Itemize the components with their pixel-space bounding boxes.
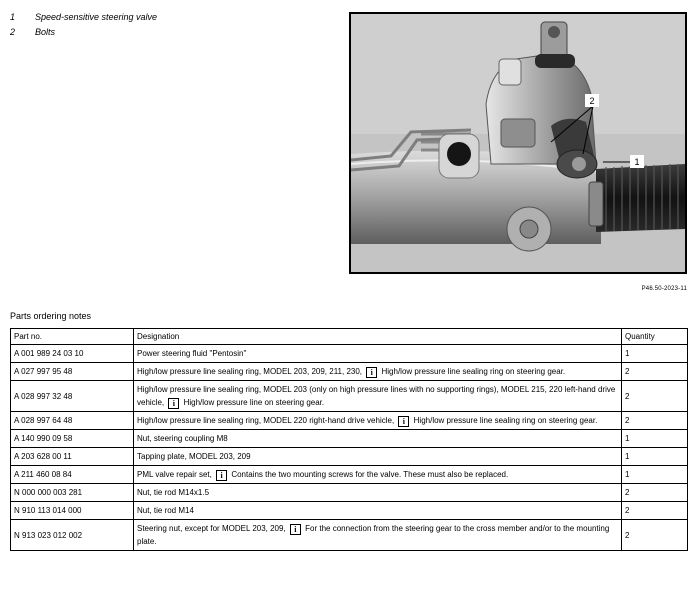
parts-table [10,328,688,551]
designation-text: Steering nut, except for MODEL 203, 209, [137,524,286,533]
designation-text: High/low pressure line sealing ring, MODEL 203 (only on high pressure lines with no supporting rings), MODEL 215, 220 left-hand drive vehicle, [137,385,616,407]
designation [134,466,622,484]
part-number: N 910 113 014 000 [11,502,134,520]
designation [134,345,622,363]
legend-text: Bolts [35,27,56,37]
parts-ordering-title: Parts ordering notes [10,311,92,321]
legend-item [10,27,157,42]
legend-number: 2 [10,27,16,37]
designation-note: High/low pressure line sealing ring on steering gear. [381,367,566,376]
designation-text: Nut, tie rod M14 [137,506,194,515]
quantity: 2 [622,520,688,551]
table-row [11,466,688,484]
designation-text: PML valve repair set, [137,470,212,479]
designation-note: High/low pressure line sealing ring on steering gear. [413,416,598,425]
designation-text: High/low pressure line sealing ring, MODEL 203, 209, 211, 230, [137,367,363,376]
quantity: 2 [622,484,688,502]
designation-text: Power steering fluid "Pentosin" [137,349,247,358]
part-number: N 000 000 003 281 [11,484,134,502]
table-row [11,381,688,412]
quantity: 2 [622,502,688,520]
info-icon[interactable]: i [216,470,227,481]
table-row [11,502,688,520]
designation-text: Nut, tie rod M14x1.5 [137,488,210,497]
designation-note: High/low pressure line on steering gear. [183,398,325,407]
designation [134,448,622,466]
designation [134,430,622,448]
part-number: N 913 023 012 002 [11,520,134,551]
figure-legend [10,12,157,42]
table-row [11,484,688,502]
table-header-row [11,329,688,345]
steering-gear-photo [349,12,687,274]
designation-note: For the connection from the steering gear to the cross member and/or to the mounting plate. [137,524,610,546]
table-row [11,363,688,381]
info-icon[interactable]: i [398,416,409,427]
header-quantity: Quantity [622,329,688,345]
designation-note: Contains the two mounting screws for the valve. These must also be replaced. [231,470,509,479]
quantity: 2 [622,381,688,412]
legend-item [10,12,157,27]
designation [134,520,622,551]
designation-text: Tapping plate, MODEL 203, 209 [137,452,251,461]
part-number: A 001 989 24 03 10 [11,345,134,363]
quantity: 1 [622,466,688,484]
quantity: 1 [622,430,688,448]
table-row [11,430,688,448]
legend-text: Speed-sensitive steering valve [35,12,158,22]
part-number: A 028 997 32 48 [11,381,134,412]
designation [134,363,622,381]
designation-text: High/low pressure line sealing ring, MODEL 220 right-hand drive vehicle, [137,416,395,425]
part-number: A 203 628 00 11 [11,448,134,466]
table-row [11,412,688,430]
part-number: A 140 990 09 58 [11,430,134,448]
part-number: A 027 997 95 48 [11,363,134,381]
quantity: 2 [622,363,688,381]
callout-2: 2 [589,96,595,106]
info-icon[interactable]: i [366,367,377,378]
header-designation: Designation [134,329,622,345]
callout-1: 1 [634,157,640,167]
info-icon[interactable]: i [168,398,179,409]
designation [134,502,622,520]
table-row [11,345,688,363]
quantity: 1 [622,345,688,363]
designation-text: Nut, steering coupling M8 [137,434,228,443]
legend-number: 1 [10,12,16,22]
quantity: 2 [622,412,688,430]
designation [134,484,622,502]
designation [134,381,622,412]
header-part-no: Part no. [11,329,134,345]
quantity: 1 [622,448,688,466]
table-row [11,448,688,466]
designation [134,412,622,430]
part-number: A 028 997 64 48 [11,412,134,430]
figure-reference: P46.50-2023-11 [641,286,687,292]
part-number: A 211 460 08 84 [11,466,134,484]
steering-gear-illustration [351,14,685,272]
table-row [11,520,688,551]
info-icon[interactable]: i [290,524,301,535]
